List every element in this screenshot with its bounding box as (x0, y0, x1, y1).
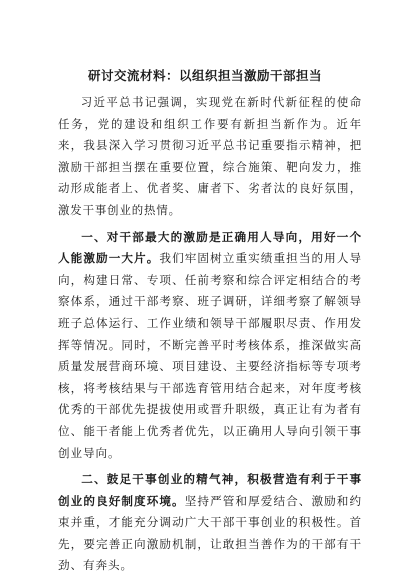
document-body (58, 92, 362, 582)
paragraph-intro (58, 92, 362, 222)
section-heading-1: 一、对干部最大的激励是正确用人导向，用好一个人能激励一大片。 (58, 229, 362, 266)
document-title: 研讨交流材料：以组织担当激励干部担当 (87, 68, 322, 83)
paragraph-text: 习近平总书记强调，实现党在新时代新征程的使命任务，党的建设和组织工作要有新担当新作为。近年来，我县深入学习贯彻习近平总书记重要指示精神，把激励干部担当摆在重要位置，综合施策、靶向发力，推动形成能者上、优者奖、庸者下、劣者汰的良好氛围，激发干事创业的热情。 (58, 95, 362, 217)
paragraph-section-2 (58, 469, 362, 577)
paragraph-section-1 (58, 227, 362, 465)
section-text-2: 坚持严管和厚爱结合、激励和约束并重，才能充分调动广大干部干事创业的积极性。首先，要完善正向激励机制，让敢担当善作为的干部有干劲、有奔头。 (58, 493, 362, 573)
section-heading-2: 二、鼓足干事创业的精气神，积极营造有利于干事创业的良好制度环境。 (58, 472, 362, 508)
section-text-1: 我们牢固树立重实绩重担当的用人导向，构建日常、专项、任前考察和综合评定相结合的考察体系，通过干部考察、班子调研，详细考察了解领导班子总体运行、工作业绩和领导干部履职尽责、作用发挥等情况。同时，不断完善平时考核体系，推深做实高质量发展营商环境、项目建设、主要经济指标等专项考核，将考核结果与干部选育管用结合起来，对年度考核优秀的干部优先提拔使用或晋升职级，真正让有为者有位、能干者能上优秀者优先，以正确用人导向引领干事创业导向。 (58, 251, 363, 460)
